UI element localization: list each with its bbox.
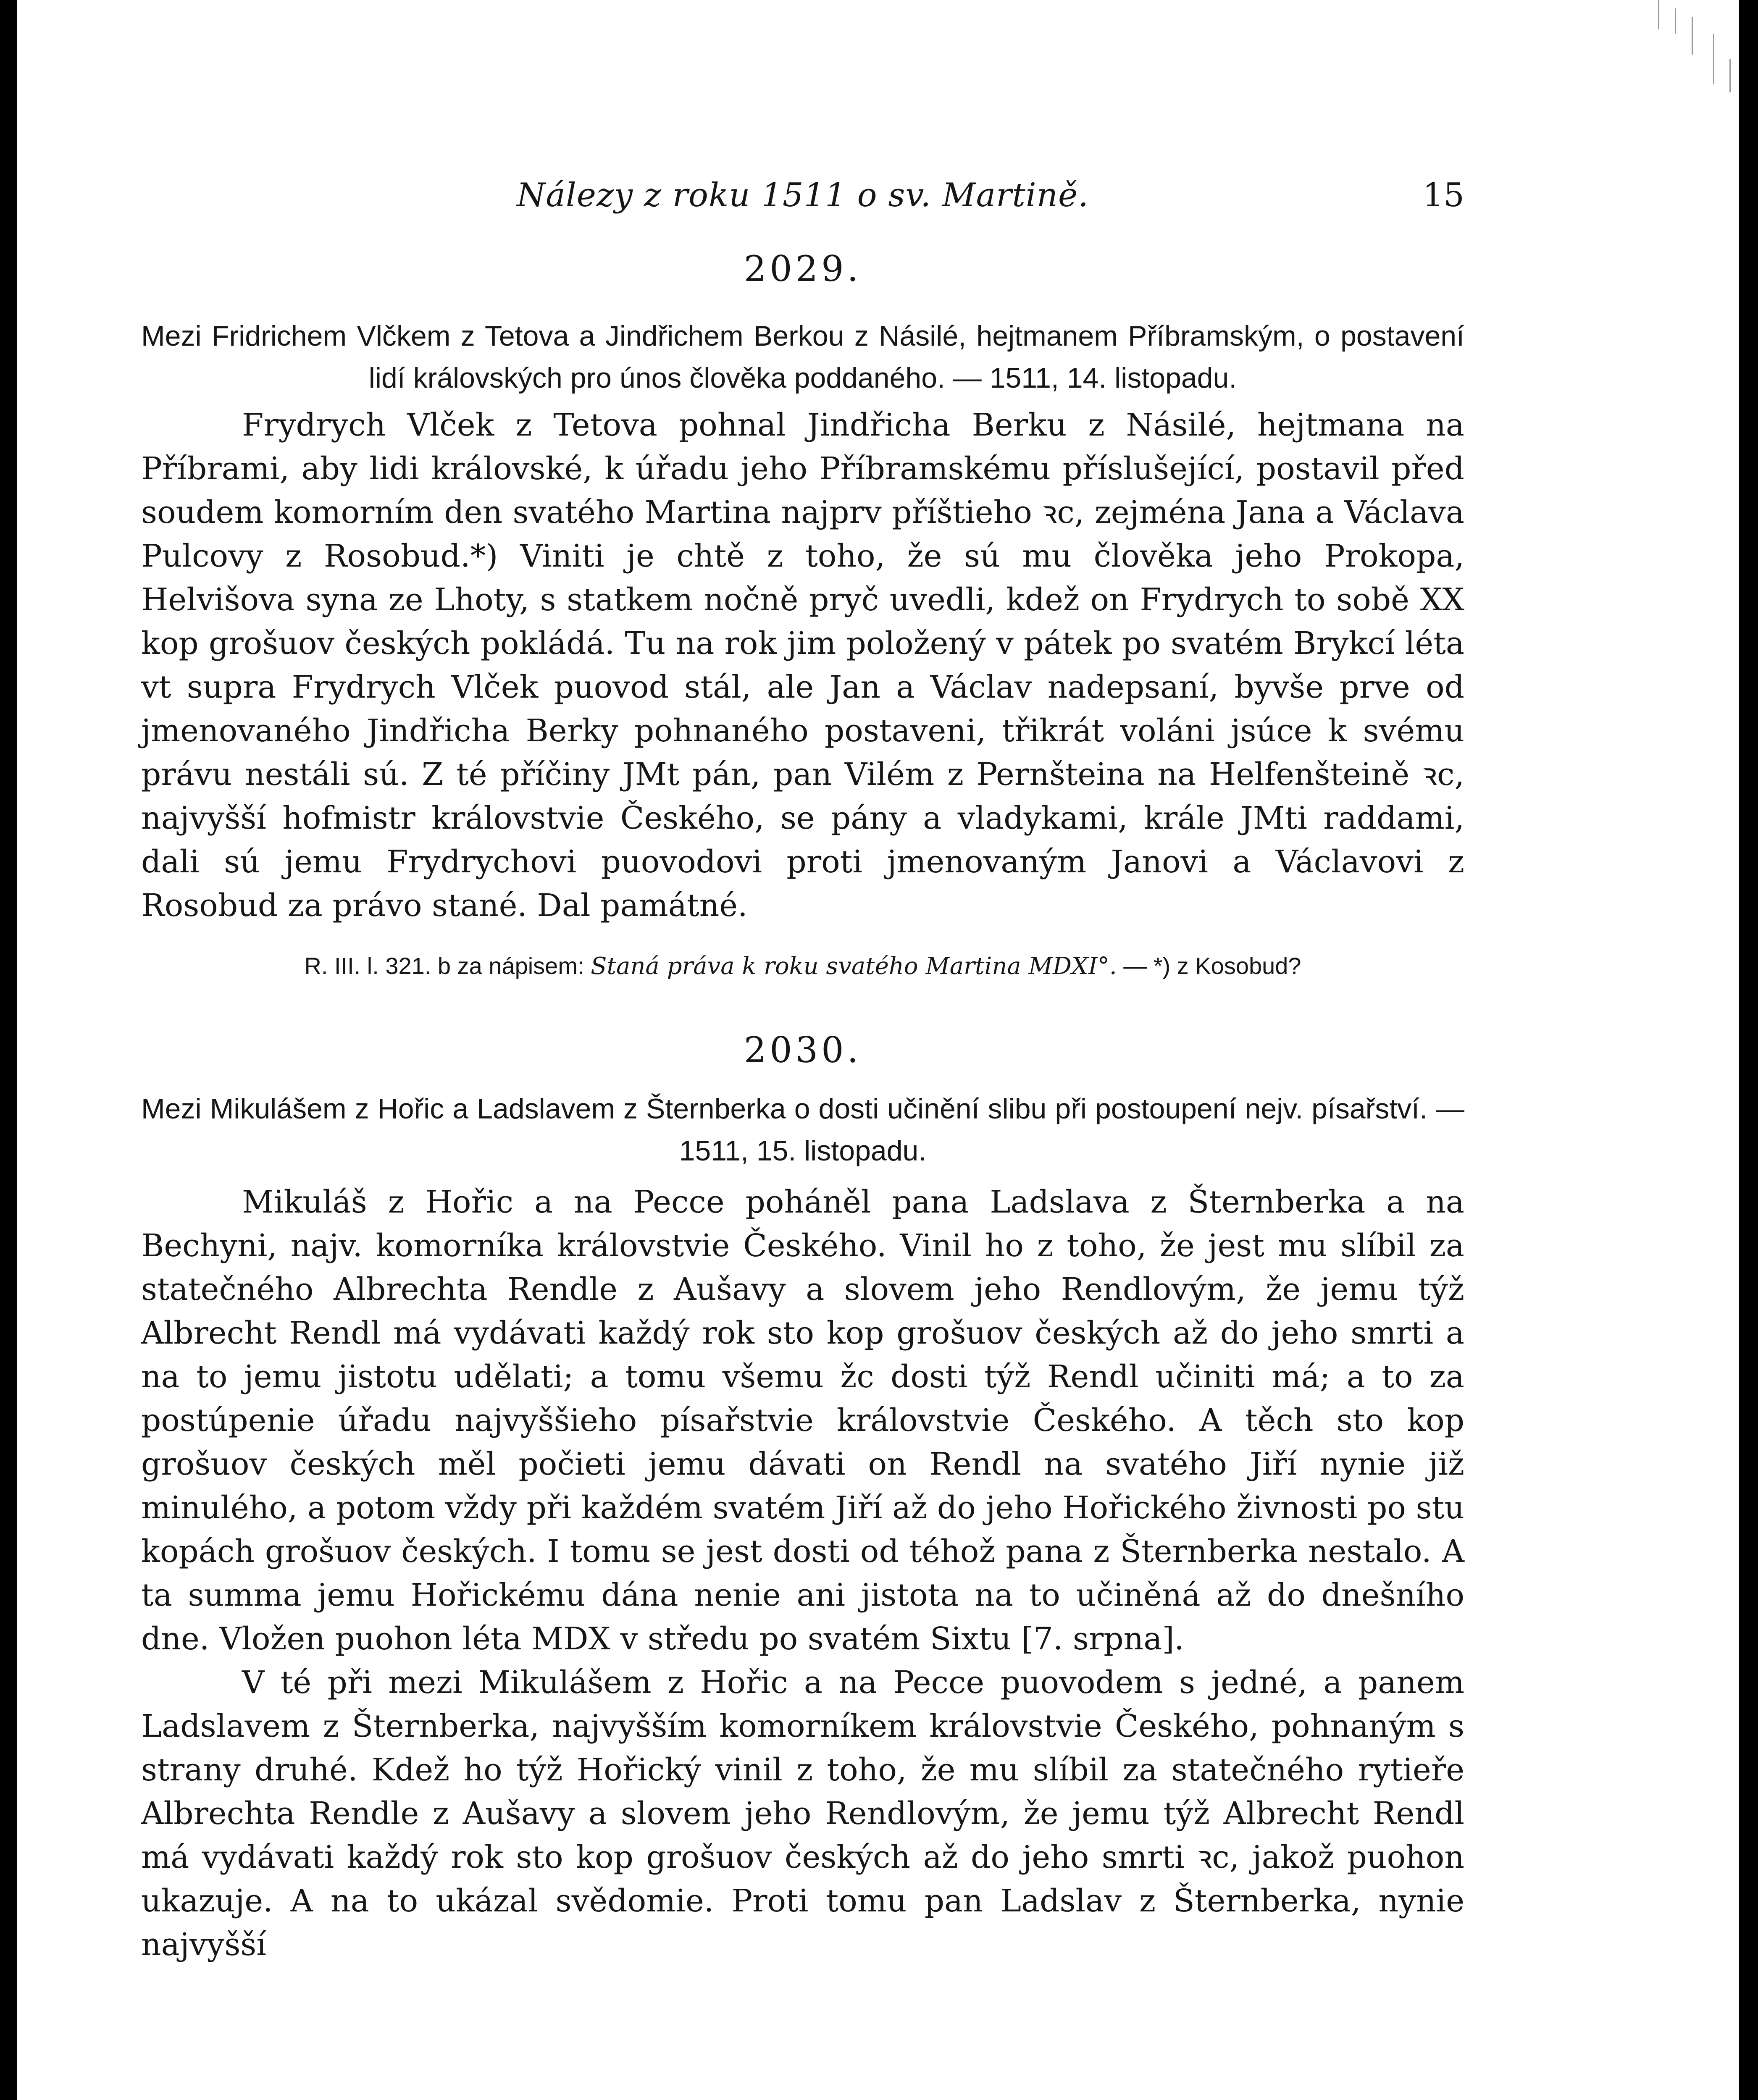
source-footnote: — *) z Kosobud? [1123, 953, 1301, 979]
page-number: 15 [1422, 176, 1464, 214]
source-reference: R. III. l. 321. b za nápisem: [304, 953, 584, 979]
scan-edge-marks [1642, 0, 1739, 109]
entry-body [141, 403, 1464, 927]
entry-paragraph: Frydrych Vlček z Tetova pohnal Jindřicha Berku z Násilé, hejtmana na Příbrami, aby lidi královské, k úřadu jeho Příbramskému příslušející, postavil před soudem komorním den svatého Martina najprv příštieho ꝛc, zejména Jana a Václava Pulcovy z Rosobud.*) Viniti je chtě z toho, že sú mu člověka jeho Prokopa, Helvišova syna ze Lhoty, s statkem nočně pryč uvedli, kdež on Frydrych to sobě XX kop grošuov českých pokládá. Tu na rok jim položený v pátek po svatém Brykcí léta vt supra Frydrych Vlček puovod stál, ale Jan a Václav nadepsaní, byvše prve od jmenovaného Jindřicha Berky pohnaného postaveni, třikrát voláni jsúce k svému právu nestáli sú. Z té příčiny JMt pán, pan Vilém z Pernšteina na Helfenšteině ꝛc, najvyšší hofmistr královstvie Českého, se pány a vladykami, krále JMti raddami, dali sú jemu Frydrychovi puovodovi proti jmenovaným Janovi a Václavovi z Rosobud za právo stané. Dal památné. [141, 407, 1464, 924]
entry-paragraph: V té při mezi Mikulášem z Hořic a na Pecce puovodem s jedné, a panem Ladslavem z Šternberka, najvyšším komorníkem královstvie Českého, pohnaným s strany druhé. Kdež ho týž Hořický vinil z toho, že mu slíbil za statečného rytieře Albrechta Rendle z Aušavy a slovem jeho Rendlovým, že jemu týž Albrecht Rendl má vydávati každý rok sto kop grošuov českých až do jeho smrti ꝛc, jakož puohon ukazuje. A na to ukázal svědomie. Proti tomu pan Ladslav z Šternberka, nynie najvyšší [141, 1664, 1464, 1963]
running-title: Nálezy z roku 1511 o sv. Martině. [517, 176, 1089, 214]
entry-heading: Mezi Fridrichem Vlčkem z Tetova a Jindřichem Berkou z Násilé, hejtmanem Příbramským, o postavení lidí královských pro únos člověka poddaného. — 1511, 14. listopadu. [141, 320, 1464, 394]
source-title: Staná práva k roku svatého Martina MDXI°. [591, 953, 1117, 980]
source-note [141, 949, 1464, 983]
page-sheet [17, 0, 1739, 2100]
entry-body [141, 1180, 1464, 1966]
entry-heading: Mezi Mikulášem z Hořic a Ladslavem z Šternberka o dosti učinění slibu při postoupení nejv. písařství. — 1511, 15. listopadu. [141, 1093, 1464, 1167]
entry-number: 2030. [744, 1029, 862, 1071]
entry-number: 2029. [744, 248, 862, 289]
entry-paragraph: Mikuláš z Hořic a na Pecce poháněl pana Ladslava z Šternberka a na Bechyni, najv. komorníka královstvie Českého. Vinil ho z toho, že jest mu slíbil za statečného Albrechta Rendle z Aušavy a slovem jeho Rendlovým, že jemu týž Albrecht Rendl má vydávati každý rok sto kop grošuov českých až do jeho smrti a na to jemu jistotu udělati; a tomu všemu žc dosti týž Rendl učiniti má; a to za postúpenie úřadu najvyššieho písařstvie královstvie Českého. A těch sto kop grošuov českých měl počieti jemu dávati on Rendl na svatého Jiří nynie již minulého, a potom vždy při každém svatém Jiří až do jeho Hořického živnosti po stu kopách grošuov českých. I tomu se jest dosti od téhož pana z Šternberka nestalo. A ta summa jemu Hořickému dána nenie ani jistota na to učiněná až do dnešního dne. Vložen puohon léta MDX v středu po svatém Sixtu [7. srpna]. [141, 1184, 1464, 1657]
running-head [141, 172, 1464, 218]
